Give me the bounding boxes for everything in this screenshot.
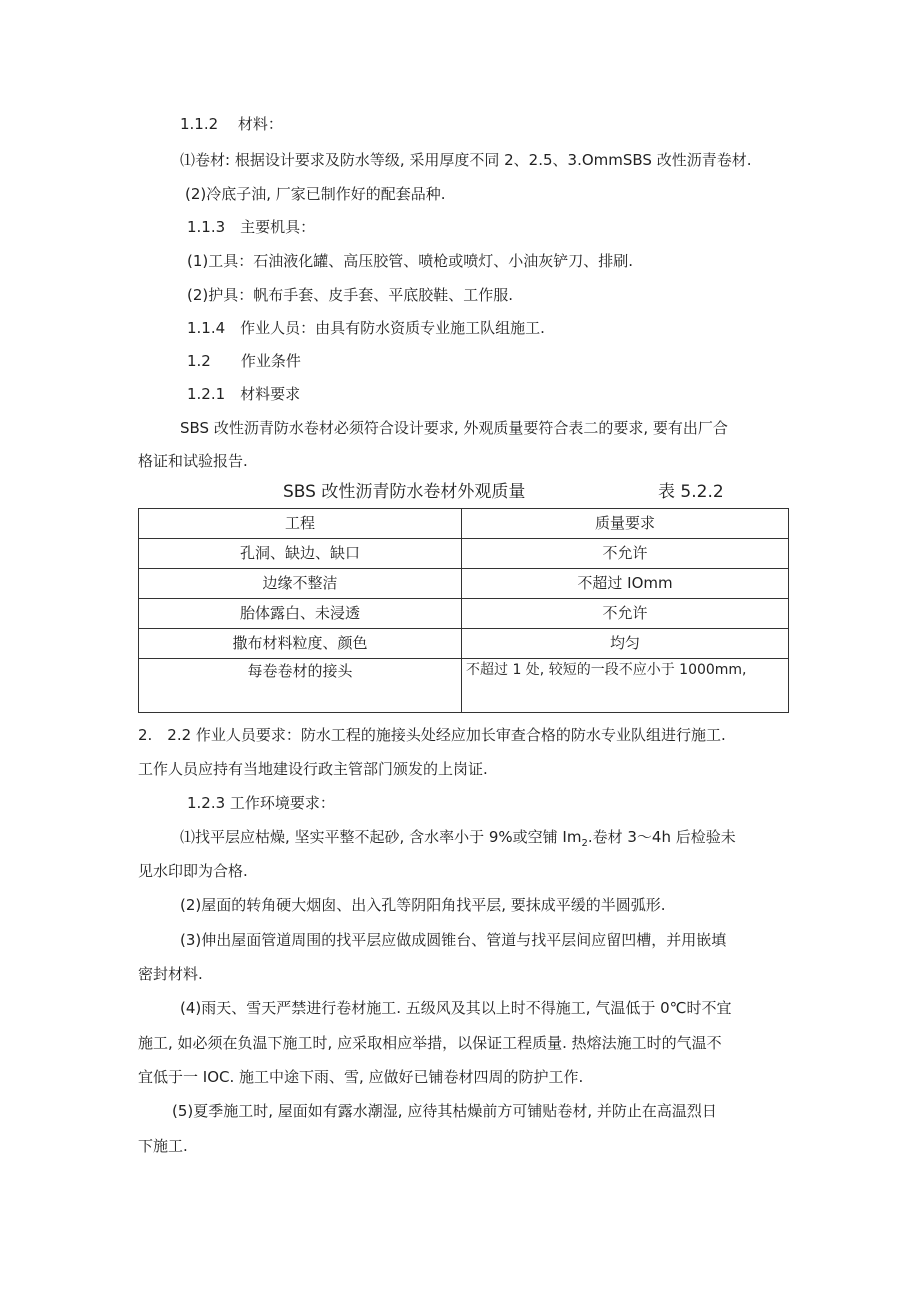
table-cell: 均匀 bbox=[462, 629, 789, 659]
table-cell: 胎体露白、未浸透 bbox=[139, 599, 462, 629]
paragraph-primer: (2)冷底子油, 厂家已制作好的配套品种. bbox=[185, 185, 446, 203]
table-row bbox=[139, 629, 789, 659]
table-cell: 不允许 bbox=[462, 539, 789, 569]
paragraph-leveling-line1 bbox=[180, 828, 736, 851]
table-header-cell: 工程 bbox=[139, 509, 462, 539]
heading-1-2-3: 1.2.3 工作环境要求： bbox=[187, 794, 335, 812]
table-cell: 不允许 bbox=[462, 599, 789, 629]
heading-1-1-2: 1.1.2 材料： bbox=[180, 115, 283, 133]
table-cell: 孔洞、缺边、缺口 bbox=[139, 539, 462, 569]
paragraph-personnel-line2: 工作人员应持有当地建设行政主管部门颁发的上岗证. bbox=[138, 760, 488, 778]
table-cell: 边缘不整洁 bbox=[139, 569, 462, 599]
paragraph-weather-line3: 宜低于一 IOC. 施工中途下雨、雪, 应做好已铺卷材四周的防护工作. bbox=[138, 1068, 584, 1086]
table-cell: 不超过 IOmm bbox=[462, 569, 789, 599]
paragraph-weather-line1: (4)雨天、雪天严禁进行卷材施工. 五级风及其以上时不得施工, 气温低于 0℃时不宜 bbox=[180, 999, 732, 1017]
paragraph-summer-line1: (5)夏季施工时, 屋面如有露水潮湿, 应待其枯燥前方可铺贴卷材, 并防止在高温烈日 bbox=[172, 1102, 717, 1120]
paragraph-material-req-line1: SBS 改性沥青防水卷材必须符合设计要求, 外观质量要符合表二的要求, 要有出厂合 bbox=[180, 419, 728, 437]
heading-1-2-1: 1.2.1 材料要求 bbox=[187, 385, 301, 403]
heading-1-2: 1.2 作业条件 bbox=[187, 352, 301, 370]
paragraph-corners: (2)屋面的转角硬大烟囱、出入孔等阴阳角找平层, 要抹成平缓的半圆弧形. bbox=[180, 896, 666, 914]
table-cell: 不超过 1 处, 较短的一段不应小于 1000mm, bbox=[462, 659, 789, 713]
paragraph-roll-material: ⑴卷材: 根据设计要求及防水等级, 采用厚度不同 2、2.5、3.OmmSBS 改性沥青卷材. bbox=[180, 151, 752, 169]
table-row bbox=[139, 599, 789, 629]
table-row bbox=[139, 569, 789, 599]
paragraph-weather-line2: 施工, 如必须在负温下施工时, 应采取相应举措，以保证工程质量. 热熔法施工时的气温不 bbox=[138, 1034, 722, 1052]
paragraph-leveling-line2: 见水印即为合格. bbox=[138, 862, 248, 880]
table-row bbox=[139, 659, 789, 713]
quality-table bbox=[138, 508, 789, 713]
table-row bbox=[139, 539, 789, 569]
paragraph-pipes-line2: 密封材料. bbox=[138, 965, 203, 983]
table-header-row bbox=[139, 509, 789, 539]
paragraph-summer-line2: 下施工. bbox=[138, 1137, 188, 1155]
heading-1-1-3: 1.1.3 主要机具： bbox=[187, 218, 316, 236]
text-run: .卷材 3～4h 后检验未 bbox=[587, 828, 736, 846]
table-title: SBS 改性沥青防水卷材外观质量 bbox=[283, 482, 526, 502]
paragraph-tools: (1)工具：石油液化罐、高压胶管、喷枪或喷灯、小油灰铲刀、排刷. bbox=[187, 252, 634, 270]
table-header-cell: 质量要求 bbox=[462, 509, 789, 539]
text-run: ⑴找平层应枯燥, 坚实平整不起砂, 含水率小于 9%或空铺 Im bbox=[180, 828, 582, 846]
paragraph-pipes-line1: (3)伸出屋面管道周围的找平层应做成圆锥台、管道与找平层间应留凹槽，并用嵌填 bbox=[180, 931, 727, 949]
subscript: 2 bbox=[581, 838, 588, 849]
table-cell: 撒布材料粒度、颜色 bbox=[139, 629, 462, 659]
paragraph-material-req-line2: 格证和试验报告. bbox=[138, 452, 248, 470]
heading-1-1-4: 1.1.4 作业人员：由具有防水资质专业施工队组施工. bbox=[187, 319, 545, 337]
table-number: 表 5.2.2 bbox=[658, 482, 724, 502]
table-cell: 每卷卷材的接头 bbox=[139, 659, 462, 713]
paragraph-protective-gear: (2)护具：帆布手套、皮手套、平底胶鞋、工作服. bbox=[187, 286, 514, 304]
paragraph-personnel-line1: 2. 2.2 作业人员要求：防水工程的施接头处经应加长审查合格的防水专业队组进行施工. bbox=[138, 726, 726, 744]
